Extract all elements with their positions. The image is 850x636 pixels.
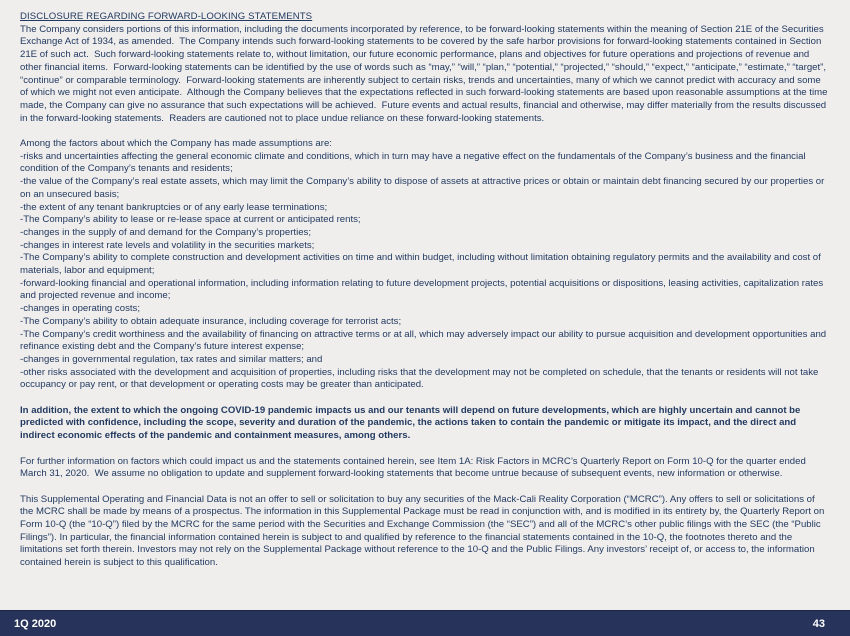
factor-item: -changes in interest rate levels and volatility in the securities markets;: [20, 239, 315, 251]
factor-item: -The Company’s ability to obtain adequate insurance, including coverage for terrorist acts;: [20, 315, 402, 327]
factor-item: -The Company’s ability to lease or re-lease space at current or anticipated rents;: [20, 214, 361, 226]
factor-item: -The Company’s ability to complete construction and development activities on time and within budget, including without limitation obtaining regulatory permits and the availability and cost of materials, labor and equipment;: [20, 252, 824, 277]
page-title: DISCLOSURE REGARDING FORWARD-LOOKING STATEMENTS: [20, 11, 313, 22]
paragraph-forward-looking: The Company considers portions of this information, including the documents incorporated by reference, to be forward-looking statements within the meaning of Section 21E of the Securities Exchange Act of 1934, as amended. The Company intends such forward-looking statements to be covered by the safe harbor provisions for forward-looking statements contained in Section 21E of such act. Such forward-looking statements relate to, without limitation, our future economic performance, plans and objectives for future operations and projections of revenue and other financial items. Forward-looking statements can be identified by the use of words such as “may,” “will,” “plan,” “potential,” “projected,” “should,” “expect,” “anticipate,” “estimate,” “target”, “continue” or comparable terminology. Forward-looking statements are inherently subject to certain risks, trends and uncertainties, many of which we cannot predict with accuracy and some of which we might not even anticipate. Although the Company believes that the expectations reflected in such forward-looking statements are based upon reasonable assumptions at the time made, the Company can give no assurance that such expectations will be achieved. Future events and actual results, financial and otherwise, may differ materially from the results discussed in the forward-looking statements. Readers are cautioned not to place undue reliance on these forward-looking statements.: [20, 23, 831, 124]
assumptions-block: [20, 138, 830, 392]
factor-item: -changes in operating costs;: [20, 303, 140, 315]
paragraph-disclaimer: This Supplemental Operating and Financial Data is not an offer to sell or solicitation to buy any securities of the Mack-Cali Reality Corporation (“MCRC”). Any offers to sell or solicitations of the MCRC shall be made by means of a prospectus. The information in this Supplemental Package must be read in conjunction with, and is modified in its entirety by, the Quarterly Report on Form 10-Q (the “10-Q”) filed by the MCRC for the same period with the Securities and Exchange Commission (the “SEC”) and all of the MCRC’s other public filings with the SEC (the “Public Filings”). In particular, the financial information contained herein is subject to and qualified by reference to the financial statements contained in the 10-Q, the footnotes thereto and the limitations set forth therein. Investors may not rely on the Supplemental Package without reference to the 10-Q and the Public Filings. Any investors’ receipt of, or access to, the information contained herein is subject to this qualification.: [20, 493, 828, 569]
assumptions-list: [20, 151, 830, 392]
footer-bar: [0, 610, 850, 636]
document-body: [20, 11, 830, 583]
factor-item: -the extent of any tenant bankruptcies or of any early lease terminations;: [20, 201, 328, 213]
paragraph-covid: In addition, the extent to which the ongoing COVID-19 pandemic impacts us and our tenants will depend on future developments, which are highly uncertain and cannot be predicted with confidence, including the scope, severity and duration of the pandemic, the actions taken to contain the pandemic or mitigate its impact, and the direct and indirect economic effects of the pandemic and containment measures, among others.: [20, 404, 804, 442]
factor-item: -The Company’s credit worthiness and the availability of financing on attractive terms or at all, which may adversely impact our ability to pursue acquisition and development opportunities and refinance existing debt and the Company’s future interest expense;: [20, 328, 829, 353]
factor-item: -risks and uncertainties affecting the general economic climate and conditions, which in turn may have a negative effect on the fundamentals of the Company’s business and the financial condition of the Company’s tenants and residents;: [20, 150, 809, 175]
footer-period-label: 1Q 2020: [14, 617, 57, 630]
factor-item: -other risks associated with the development and acquisition of properties, including risks that the development may not be completed on schedule, that the tenants or residents will not take occupancy or pay rent, or that development or operating costs may be greater than anticipated.: [20, 366, 822, 391]
assumptions-lead: Among the factors about which the Company has made assumptions are:: [20, 138, 332, 150]
footer-page-number: 43: [812, 617, 825, 630]
paragraph-further-information: For further information on factors which could impact us and the statements contained herein, see Item 1A: Risk Factors in MCRC’s Quarterly Report on Form 10-Q for the quarter ended March 31, 2020. We assume no obligation to update and supplement forward-looking statements that become untrue because of subsequent events, new information or otherwise.: [20, 455, 809, 480]
factor-item: -changes in the supply of and demand for the Company’s properties;: [20, 226, 312, 238]
factor-item: -the value of the Company’s real estate assets, which may limit the Company’s ability to dispose of assets at attractive prices or obtain or maintain debt financing secured by our properties or on an unsecured basis;: [20, 176, 827, 200]
factor-item: -changes in governmental regulation, tax rates and similar matters; and: [20, 353, 323, 365]
factor-item: -forward-looking financial and operational information, including information relating to future development projects, potential acquisitions or dispositions, leasing activities, capitalization rates and projected revenue and income;: [20, 277, 826, 302]
